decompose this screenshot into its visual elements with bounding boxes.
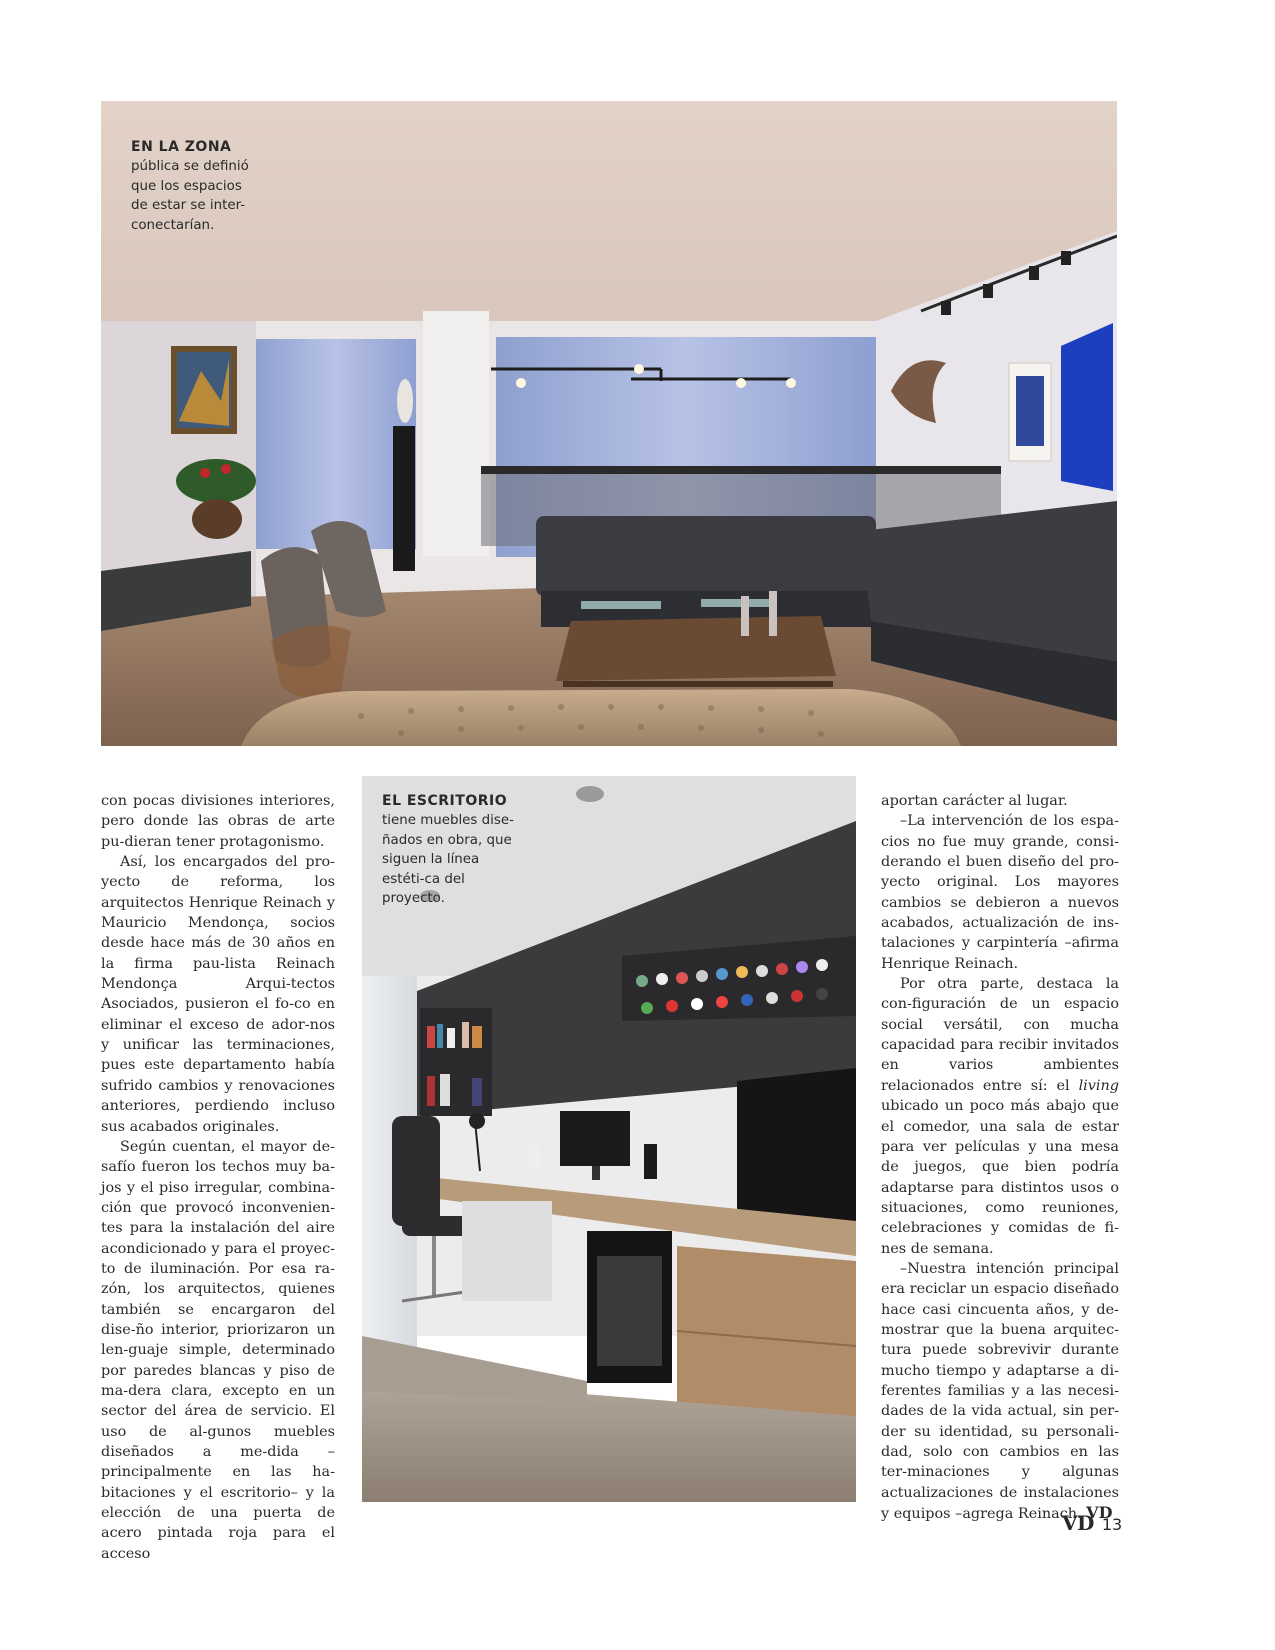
paragraph: Según cuentan, el mayor de-safío fueron los techos muy ba-jos y el piso irregular, combina-ción que provocó inconvenien-tes para la instalación del aire acondicionado y para el proyec-to de iluminación. Por esa ra-zón, los arquitectos, quienes también se encargaron del dise-ño interior, priorizaron un len-guaje simple, determinado por paredes blancas y piso de ma-dera clara, excepto en un sector del área de servicio. El uso de al-gunos muebles diseñados a me-dida –principalmente en las ha-bitaciones y el escritorio– y la elección de una puerta de acero pintada roja para el acceso	[101, 1138, 335, 1562]
paragraph: Así, los encargados del pro-yecto de reforma, los arquitectos Henrique Reinach y Mauricio Mendonça, socios desde hace más de 30 años en la firma pau-lista Reinach Mendonça Arqui-tectos Asociados, pusieron el fo-co en eliminar el exceso de ador-nos y unificar las terminaciones, pues este departamento había sufrido cambios y renovaciones anteriores, perdiendo incluso sus acabados originales.	[101, 854, 335, 1135]
living-room-caption	[131, 137, 256, 235]
paragraph-text: –Nuestra intención principal era reciclar un espacio diseñado hace casi cincuenta años, y de-mostrar que la buena arquitec-tura puede sobrevivir durante mucho tiempo y adaptarse a di-ferentes familias y a las necesi-dades de la vida actual, sin per-der su identidad, su personali-dad, solo con cambios en las ter-minaciones y algunas actualizaciones de instalaciones y equipos –agrega Reinach.	[881, 1260, 1119, 1523]
paragraph	[881, 1259, 1119, 1524]
paragraph-text: Por otra parte, destaca la con-figuración de un espacio social versátil, con mucha capacidad para recibir invitados en varios ambientes relacionados entre sí: el	[881, 976, 1119, 1094]
page-folio	[1062, 1511, 1122, 1535]
paragraph-text: ubicado un poco más abajo que el comedor, una sala de estar para ver películas y una mesa de juegos, que bien podría adaptarse para distintos usos o situaciones, como reuniones, celebraciones y comidas de fi-nes de semana.	[881, 1098, 1119, 1257]
caption-body: tiene muebles dise-ñados en obra, que siguen la línea estéti-ca del proyecto.	[382, 813, 514, 906]
left-text-column	[101, 791, 335, 1564]
magazine-logo: VD	[1062, 1511, 1094, 1535]
caption-lead: EN LA ZONA	[131, 139, 232, 155]
paragraph: con pocas divisiones interiores, pero donde las obras de arte pu-dieran tener protagonismo.	[101, 793, 335, 850]
page-number: 13	[1101, 1515, 1123, 1534]
caption-body: pública se definió que los espacios de estar se inter-conectarían.	[131, 159, 249, 233]
paragraph: aportan carácter al lugar.	[881, 793, 1068, 809]
paragraph	[881, 974, 1119, 1259]
paragraph: –La intervención de los espa-cios no fue muy grande, consi-derando el buen diseño del pro-yecto original. Los mayores cambios se debieron a nuevos acabados, actualización de ins-talaciones y carpintería –afirma Henrique Reinach.	[881, 813, 1119, 972]
italic-term: living	[1078, 1077, 1119, 1094]
end-mark: VD	[1086, 1503, 1113, 1523]
office-caption	[382, 791, 522, 909]
caption-lead: EL ESCRITORIO	[382, 793, 508, 809]
right-text-column	[881, 791, 1119, 1524]
